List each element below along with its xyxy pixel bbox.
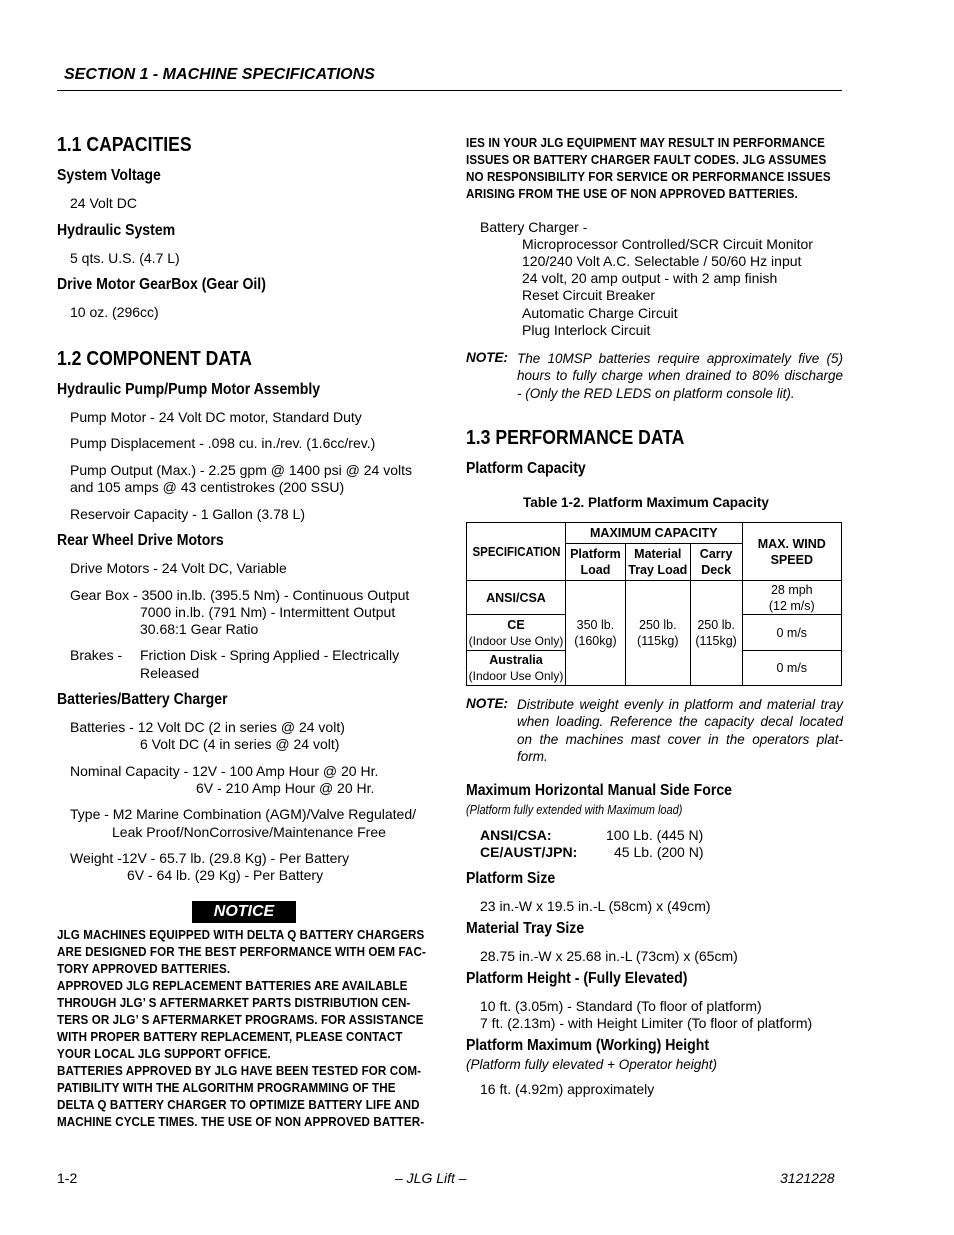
charger-item: Plug Interlock Circuit xyxy=(522,322,651,338)
brakes-line1: Friction Disk - Spring Applied - Electrically xyxy=(140,647,400,663)
document-number: 3121228 xyxy=(780,1170,835,1186)
footer-center: – JLG Lift – xyxy=(395,1170,467,1186)
note-distribute-weight xyxy=(517,696,843,765)
notice-cont-line: IES IN YOUR JLG EQUIPMENT MAY RESULT IN PERFORMANCE xyxy=(466,136,825,150)
spec-header: SPECIFICATION xyxy=(470,523,561,581)
system-voltage-heading: System Voltage xyxy=(57,167,161,184)
header-rule xyxy=(57,90,842,91)
notice-line: THROUGH JLG’ S AFTERMARKET PARTS DISTRIBUTION CEN- xyxy=(57,996,411,1010)
pump-heading: Hydraulic Pump/Pump Motor Assembly xyxy=(57,381,321,398)
note-label: NOTE: xyxy=(466,350,508,365)
platform-size-heading: Platform Size xyxy=(466,870,556,887)
notice-line: PATIBILITY WITH THE ALGORITHM PROGRAMMING OF THE xyxy=(57,1081,396,1095)
wind-aus-value: 0 m/s xyxy=(742,651,841,686)
brakes-label: Brakes - xyxy=(70,647,123,663)
system-voltage-value: 24 Volt DC xyxy=(70,195,137,211)
platform-load-header: Platform Load xyxy=(565,544,625,581)
note-line: when loading. Reference the capacity decal located xyxy=(517,714,843,730)
notice-line: TERS OR JLG’ S AFTERMARKET PROGRAMS. FOR ASSISTANCE xyxy=(57,1013,424,1027)
charger-item: Microprocessor Controlled/SCR Circuit Monitor xyxy=(522,236,813,252)
charger-item: 120/240 Volt A.C. Selectable / 50/60 Hz input xyxy=(522,253,802,269)
gear-box-line2: 7000 in.lb. (791 Nm) - Intermittent Output xyxy=(140,604,396,620)
brakes-line2: Released xyxy=(140,665,200,681)
gear-box-line3: 30.68:1 Gear Ratio xyxy=(140,621,259,637)
platform-capacity-table xyxy=(466,522,842,686)
note-line: form. xyxy=(517,748,548,764)
weight-line2: 6V - 64 lb. (29 Kg) - Per Battery xyxy=(127,867,324,883)
pump-output-line2: and 105 amps @ 43 centistrokes (200 SSU) xyxy=(70,479,345,495)
gearbox-value: 10 oz. (296cc) xyxy=(70,304,159,320)
working-height-value: 16 ft. (4.92m) approximately xyxy=(480,1081,655,1097)
batteries-line1: Batteries - 12 Volt DC (2 in series @ 24 volt) xyxy=(70,719,345,735)
performance-heading: 1.3 PERFORMANCE DATA xyxy=(466,427,685,449)
tray-load-header: Material Tray Load xyxy=(625,544,690,581)
platform-capacity-heading: Platform Capacity xyxy=(466,460,586,477)
type-line1: Type - M2 Marine Combination (AGM)/Valve Regulated/ xyxy=(70,806,416,822)
wind-ce-value: 0 m/s xyxy=(742,615,841,651)
notice-cont-line: ARISING FROM THE USE OF NON APPROVED BATTERIES. xyxy=(466,187,798,201)
ansi-side-force-value: 100 Lb. (445 N) xyxy=(606,827,704,843)
gearbox-heading: Drive Motor GearBox (Gear Oil) xyxy=(57,276,266,293)
ansi-row-label: ANSI/CSA xyxy=(467,581,566,615)
tray-load-value: 250 lb. (115kg) xyxy=(625,581,690,686)
charger-item: Automatic Charge Circuit xyxy=(522,305,678,321)
reservoir-capacity: Reservoir Capacity - 1 Gallon (3.78 L) xyxy=(70,506,305,522)
ce-side-force-label: CE/AUST/JPN: xyxy=(480,844,578,860)
notice-line: ARE DESIGNED FOR THE BEST PERFORMANCE WITH OEM FAC- xyxy=(57,945,427,959)
section-header: SECTION 1 - MACHINE SPECIFICATIONS xyxy=(64,66,375,83)
charger-item: Reset Circuit Breaker xyxy=(522,287,656,303)
ce-row-label: CE (Indoor Use Only) xyxy=(467,615,566,651)
ansi-side-force-label: ANSI/CSA: xyxy=(480,827,552,843)
carry-deck-header: Carry Deck xyxy=(690,544,742,581)
tray-size-value: 28.75 in.-W x 25.68 in.-L (73cm) x (65cm) xyxy=(480,948,738,964)
pump-motor: Pump Motor - 24 Volt DC motor, Standard Duty xyxy=(70,409,362,425)
batteries-line2: 6 Volt DC (4 in series @ 24 volt) xyxy=(140,736,340,752)
note-line: hours to fully charge when drained to 80% discharge xyxy=(517,368,843,384)
wind-ansi-value: 28 mph (12 m/s) xyxy=(742,581,841,615)
nominal-line1: Nominal Capacity - 12V - 100 Amp Hour @ 20 Hr. xyxy=(70,763,379,779)
type-line2: Leak Proof/NonCorrosive/Maintenance Free xyxy=(112,824,386,840)
pump-output-line1: Pump Output (Max.) - 2.25 gpm @ 1400 psi @ 24 volts xyxy=(70,462,413,478)
note-line: The 10MSP batteries require approximately five (5) xyxy=(517,351,843,366)
notice-line: DELTA Q BATTERY CHARGER TO OPTIMIZE BATTERY LIFE AND xyxy=(57,1098,420,1112)
notice-badge: NOTICE xyxy=(192,901,296,923)
nominal-line2: 6V - 210 Amp Hour @ 20 Hr. xyxy=(196,780,375,796)
battery-charger-label: Battery Charger - xyxy=(480,219,588,235)
charger-item: 24 volt, 20 amp output - with 2 amp finish xyxy=(522,270,778,286)
platform-load-value: 350 lb. (160kg) xyxy=(565,581,625,686)
capacities-heading: 1.1 CAPACITIES xyxy=(57,134,192,156)
notice-cont-line: NO RESPONSIBILITY FOR SERVICE OR PERFORMANCE ISSUES xyxy=(466,170,831,184)
notice-line: TORY APPROVED BATTERIES. xyxy=(57,962,231,976)
gear-box-line1: Gear Box - 3500 in.lb. (395.5 Nm) - Continuous Output xyxy=(70,587,410,603)
notice-line: WITH PROPER BATTERY REPLACEMENT, PLEASE CONTACT xyxy=(57,1030,403,1044)
tray-size-heading: Material Tray Size xyxy=(466,920,585,937)
page-number: 1-2 xyxy=(57,1170,78,1186)
batteries-heading: Batteries/Battery Charger xyxy=(57,691,228,708)
note-line: on the machines mast cover in the operators plat- xyxy=(517,731,843,747)
drive-motors: Drive Motors - 24 Volt DC, Variable xyxy=(70,560,287,576)
platform-height-standard: 10 ft. (3.05m) - Standard (To floor of platform) xyxy=(480,998,762,1014)
platform-height-limiter: 7 ft. (2.13m) - with Height Limiter (To floor of platform) xyxy=(480,1015,813,1031)
note-charge-time xyxy=(517,350,843,402)
pump-displacement: Pump Displacement - .098 cu. in./rev. (1.6cc/rev.) xyxy=(70,435,376,451)
table-caption: Table 1-2. Platform Maximum Capacity xyxy=(523,495,769,510)
notice-line: YOUR LOCAL JLG SUPPORT OFFICE. xyxy=(57,1047,271,1061)
carry-deck-value: 250 lb. (115kg) xyxy=(690,581,742,686)
notice-line: JLG MACHINES EQUIPPED WITH DELTA Q BATTERY CHARGERS xyxy=(57,928,425,942)
max-wind-header: MAX. WIND SPEED xyxy=(742,523,841,581)
side-force-heading: Maximum Horizontal Manual Side Force xyxy=(466,782,733,799)
platform-height-heading: Platform Height - (Fully Elevated) xyxy=(466,970,688,987)
notice-line: MACHINE CYCLE TIMES. THE USE OF NON APPROVED BATTER- xyxy=(57,1115,425,1129)
weight-line1: Weight -12V - 65.7 lb. (29.8 Kg) - Per Battery xyxy=(70,850,350,866)
note-line: Distribute weight evenly in platform and material tray xyxy=(517,697,843,712)
working-height-heading: Platform Maximum (Working) Height xyxy=(466,1037,710,1054)
note-label: NOTE: xyxy=(466,696,508,711)
australia-row-label: Australia (Indoor Use Only) xyxy=(467,651,566,686)
working-height-subtitle: (Platform fully elevated + Operator height) xyxy=(466,1057,717,1072)
notice-cont-line: ISSUES OR BATTERY CHARGER FAULT CODES. JLG ASSUMES xyxy=(466,153,827,167)
notice-line: APPROVED JLG REPLACEMENT BATTERIES ARE AVAILABLE xyxy=(57,979,408,993)
ce-side-force-value: 45 Lb. (200 N) xyxy=(614,844,704,860)
max-capacity-header: MAXIMUM CAPACITY xyxy=(565,523,742,544)
rear-wheel-heading: Rear Wheel Drive Motors xyxy=(57,532,224,549)
component-heading: 1.2 COMPONENT DATA xyxy=(57,348,252,370)
notice-line: BATTERIES APPROVED BY JLG HAVE BEEN TESTED FOR COM- xyxy=(57,1064,422,1078)
hydraulic-system-value: 5 qts. U.S. (4.7 L) xyxy=(70,250,180,266)
note-line: - (Only the RED LEDS on platform console lit). xyxy=(517,385,795,401)
hydraulic-system-heading: Hydraulic System xyxy=(57,222,176,239)
platform-size-value: 23 in.-W x 19.5 in.-L (58cm) x (49cm) xyxy=(480,898,711,914)
side-force-subtitle: (Platform fully extended with Maximum load) xyxy=(466,803,683,817)
